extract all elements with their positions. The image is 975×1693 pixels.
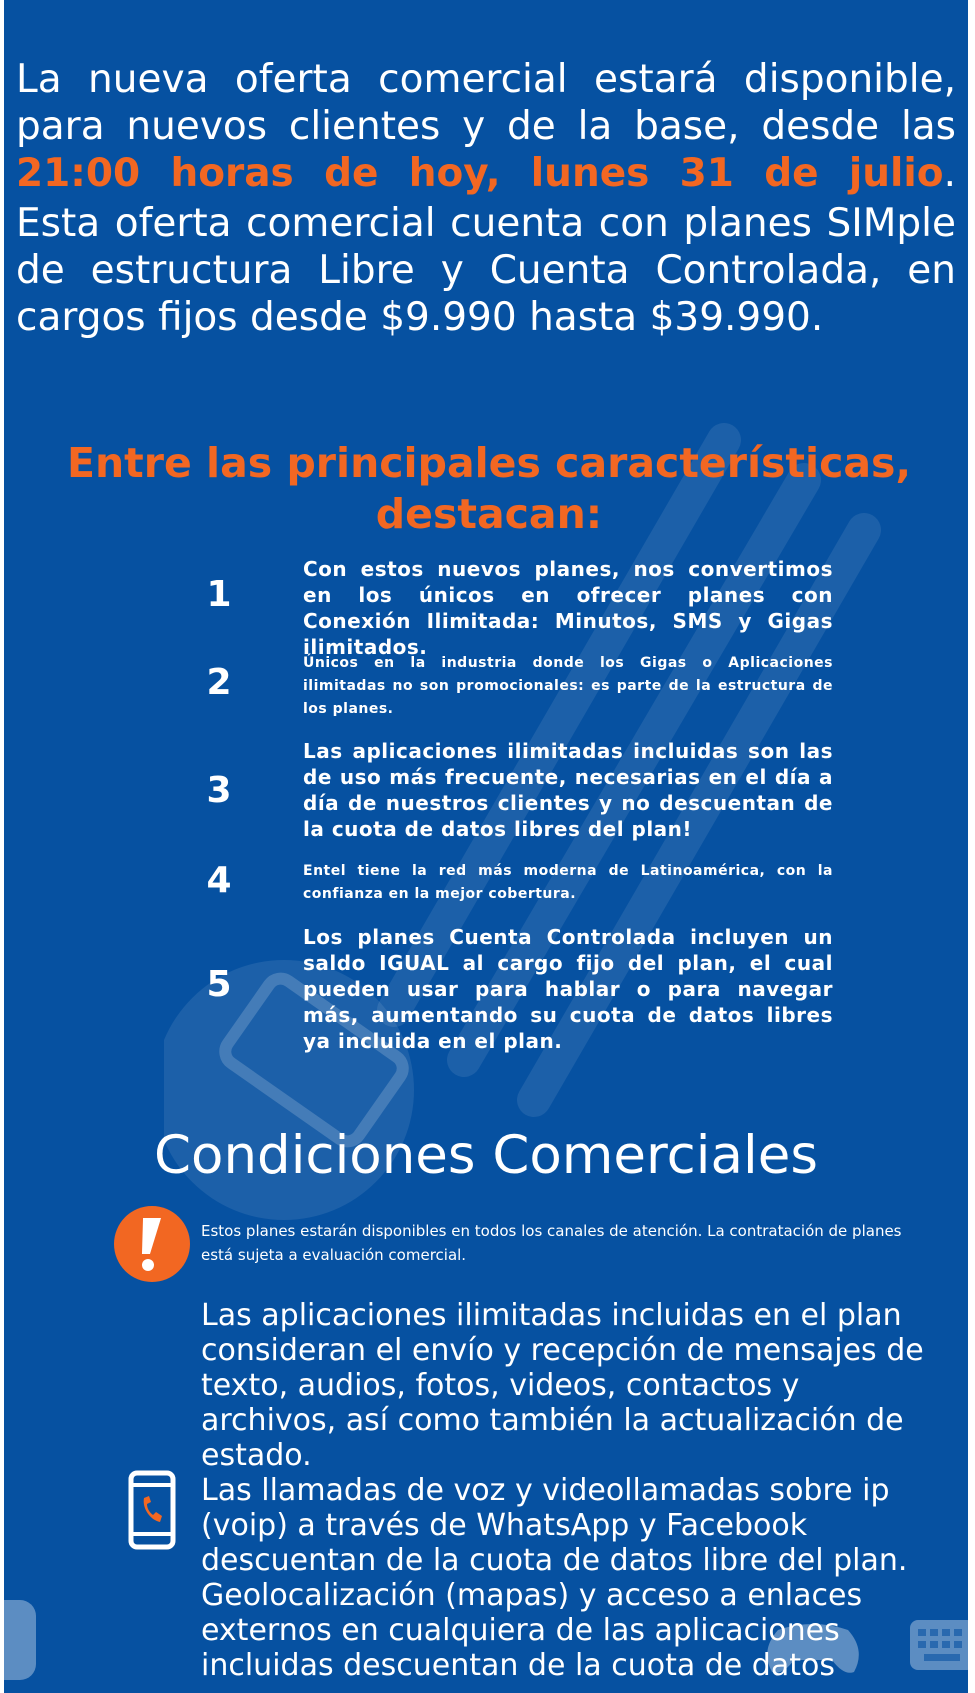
infographic-page bbox=[4, 0, 968, 1693]
intro-paragraph-2: Esta oferta comercial cuenta con planes SIMple de estructura Libre y Cuenta Controlada, en cargos fijos desde $9.990 hasta $39.990. bbox=[16, 201, 956, 340]
launch-time: 21:00 horas de hoy, lunes 31 de julio bbox=[16, 151, 944, 196]
feature-text: Los planes Cuenta Controlada incluyen un saldo IGUAL al cargo fijo del plan, el cual pueden usar para hablar o para navegar más, aumentando su cuota de datos libres ya incluida en el plan. bbox=[303, 925, 833, 1053]
side-tab-icon[interactable] bbox=[0, 1600, 40, 1680]
feature-text: Únicos en la industria donde los Gigas o Aplicaciones ilimitadas no son promocionales: es parte de la estructura de los planes. bbox=[303, 655, 833, 717]
intro-paragraph-1 bbox=[16, 56, 956, 197]
keyboard-icon[interactable] bbox=[910, 1615, 975, 1675]
feature-number: 4 bbox=[206, 860, 232, 901]
intro-period: . bbox=[943, 151, 956, 196]
calls-condition: Las llamadas de voz y videollamadas sobre ip (voip) a través de WhatsApp y Facebook descuentan de la cuota de datos libre del plan. Geolocalización (mapas) y acceso a enlaces externos en cualquiera de las aplicaciones incluidas descuentan de la cuota de datos bbox=[201, 1473, 908, 1683]
feature-text: Entel tiene la red más moderna de Latinoamérica, con la confianza en la mejor cobertura. bbox=[303, 863, 833, 902]
feature-number: 3 bbox=[206, 770, 232, 811]
phone-icon bbox=[128, 1470, 176, 1550]
features-title: Entre las principales características, destacan: bbox=[66, 439, 912, 538]
conditions-note: Estos planes estarán disponibles en todos los canales de atención. La contratación de planes está sujeta a evaluación comercial. bbox=[201, 1222, 902, 1264]
conditions-title: Condiciones Comerciales bbox=[154, 1125, 818, 1186]
apps-condition: Las aplicaciones ilimitadas incluidas en el plan consideran el envío y recepción de mensajes de texto, audios, fotos, videos, contactos y archivos, así como también la actualización de estado. bbox=[201, 1298, 924, 1473]
feature-number: 5 bbox=[206, 964, 232, 1005]
gamepad-icon[interactable] bbox=[758, 1610, 868, 1680]
exclamation-icon bbox=[112, 1204, 192, 1284]
feature-number: 2 bbox=[206, 662, 232, 703]
feature-number: 1 bbox=[206, 574, 232, 615]
intro-text: La nueva oferta comercial estará disponible, para nuevos clientes y de la base, desde las bbox=[16, 57, 956, 149]
feature-text: Con estos nuevos planes, nos convertimos en los únicos en ofrecer planes con Conexión Ilimitada: Minutos, SMS y Gigas ilimitados. bbox=[303, 557, 833, 659]
feature-text: Las aplicaciones ilimitadas incluidas son las de uso más frecuente, necesarias en el día a día de nuestros clientes y no descuentan de la cuota de datos libres del plan! bbox=[303, 739, 833, 841]
